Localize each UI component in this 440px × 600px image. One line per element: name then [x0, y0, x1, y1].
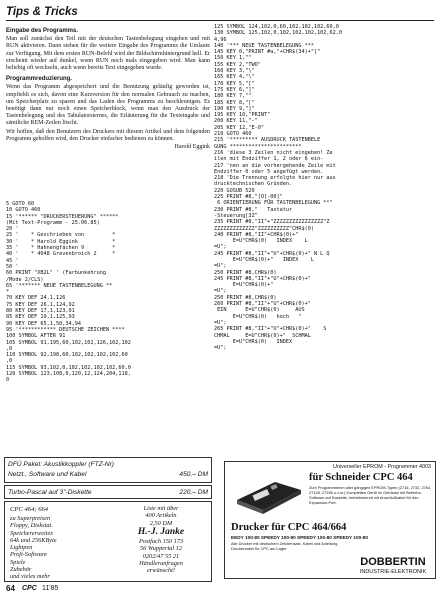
ad-janke — [4, 501, 212, 582]
issue-date: 11'85 — [42, 585, 59, 592]
ad-janke-address: Postfach 150 173 — [138, 538, 184, 546]
ad-janke-feature: Profi-Software — [10, 551, 47, 559]
dobbertin-logo — [355, 553, 431, 575]
magazine-name: CPC — [22, 585, 37, 592]
ad-turbo-price: 220,– DM — [179, 489, 208, 496]
ad-janke-dealers: erwünscht! — [147, 567, 175, 575]
ad-janke-feature: Zubehör — [10, 566, 32, 574]
article-author: Harold Eggink — [174, 144, 210, 151]
ad-dfu-price: 450,– DM — [179, 471, 208, 478]
ad-janke-info: Liste mit über — [143, 505, 179, 512]
ad-turbo-pascal — [4, 485, 212, 499]
ad-janke-feature: Lightpen — [10, 544, 33, 552]
program-listing-right: 125 SYMBOL 124,102,0,60,102,102,102,60,0 130 SYMBOL 125,102,0,102,102,102,102,62,0 4,96 140 '*** NEUE TASTENBELEGUNG *** 145 KEY 0,"PRINT #a,"+CHR$(34)+"[" 150 KEY 1,"" 155 KEY 2,"TWO" 160 KEY 3,"\" 165 KEY 4,"\" 170 KEY 5,"[" 175 KEY 6,"]" 180 KEY 7,"" 185 KEY 8,"[" 190 KEY 9,"]" 195 KEY 10,"PRINT" 200 KEY 11,"-" 205 KEY 12,"E-0" 210 GOTO 460 215 '********* AUSDRUCK TASTENBELE GUNG *********************** 216 'diese 3 Zeilen nicht eingeben! Ze ilen mit Endziffer 1, 2 oder 6 ein- 217 'nen an die vorhergehende Zeile mit Endziffer 0 oder 5 angefügt werden. 218 'Die Trennung erfolgte hier nur aus drucktechnischen Gründen. 220 GOSUB 520 225 PRINT #8,"[O[-00]" 6 ORIENTIERUNG FÜR TASTENBELEGUNG **" 230 PRINT #8," Tastatur -Steuerung[3Z" 235 PRINT #8,"II"+"ZZZZZZZZZZZZZZZZ"Z ZZZZZZZZZZZZZ"ZZZZZZZZZZ"CHR$(0) 240 PRINT #8,"II"+CHR$(0)+" E=U"CHR$(0) INDEX L =U"; 245 PRINT #8,"II"+"U"+CHR$(0)+" N L Q E=U"CHR$(0)+" INDEX L =U"; 250 PRINT #8,CHR$(0) 245 PRINT #8,"II"+"U"+CHR$(0)+" E=U"CHR$(0)+" =U"; 250 PRINT #8,CHR$(0) 260 PRINT #8,"II"+"U"+CHR$(0)+" EIN E=U"CHR$(0) AUS E=U"CHR$(0) hoch " =U"; 265 PRINT #8,"II"+"U"+CHR$(0)+" S CHMAL E=U"CHR$(0)+" SCHMAL E=U"CHR$(0) INDEX =U"; — [214, 24, 343, 352]
ad-janke-feature: Floppy, Diskstat. — [10, 522, 53, 530]
heading-eingabe: Eingabe des Programms. — [6, 28, 79, 34]
eprom-programmer-image — [231, 472, 305, 516]
ad-janke-company: H.-J. Janke — [137, 526, 185, 537]
page-number: 64 — [6, 584, 15, 593]
ad-janke-title: CPC 464; 664 — [10, 506, 49, 513]
ad-dfu-line2: Netzt., Software und Kabel — [8, 471, 87, 478]
paragraph-eingabe: Man soll zunächst den Teil mit der deutschen Tastenbelegung eingeben und mit RUN aktivieren. Dann stehen für die weitere Eingabe des Programms die Umlaute zur Verfügung. Mit dem ersten RUN-Befehl wird der Bildschirmhintergrund hell. Er erscheint wieder auf dunkel, wenn RUN noch mals eingegeben wird. Man kann beliebig oft wechseln, auch wenn bereits Text eingegeben wurde. — [6, 36, 210, 72]
ad-janke-contact — [113, 505, 209, 575]
ad-janke-feature: und vieles mehr — [10, 573, 50, 581]
ad-janke-address: 56 Wuppertal 12 — [140, 545, 182, 553]
ad-dobb-description-2: Alle Drucker mit deutschem Zeichensatz, Kabel und Anleitung. Druckerkabel für CPC am Lager. — [231, 541, 339, 551]
dobbertin-logo-name: DOBBERTIN — [360, 556, 426, 568]
ad-janke-feature: zu Superpreisen — [10, 515, 51, 522]
header-rule — [6, 20, 434, 21]
ad-dobb-tagline: Universeller EPROM - Programmer 4003 — [333, 464, 431, 470]
heading-reduzierung: Programmreduzierung. — [6, 76, 73, 83]
program-listing-left: 5 GOTO 60 10 GOTO 460 15 '****** "DRUCKERSTEUERUNG" ****** (Mit Text-Programm - 25.06.85) 20 ' 25 ' * Geschrieben von * 30 ' * Harold Eggink * 35 ' * Hahnengfächen 9 * 40 ' * 4048 Grevenbroich 2 * 45 ' 50 ' 60 PRINT "XB2L" ' (Farbunkehrung /Mode 2/CLS) 65 '******* NEUE TASTENBELEGUNG ** * 70 KEY DEF 24,1,126 75 KEY DEF 26,1,124,92 80 KEY DEF 17,1,123,91 85 KEY DEF 19,1,125,93 90 KEY DEF 65,1,50,34,94 95 '************ DEUTSCHE ZEICHEN **** 100 SYMBOL AFTER 91 105 SYMBOL 91,195,60,102,102,126,102,102 ,0 110 SYMBOL 92,198,60,102,102,102,102,60 ,0 115 SYMBOL 93,102,0,102,102,102,102,60,0 120 SYMBOL 123,108,0,120,12,124,204,118, 0 — [6, 201, 131, 384]
ad-janke-features — [10, 515, 57, 581]
ad-janke-info: 400 Artikeln — [145, 512, 177, 520]
ad-dobb-description: Zum Programmieren aller gängigen EPROM-Typen (2716, 2732, 2764, 27128, 27256 u.v.m.) Komplettes Gerät im Gehäuse mit Betriebs-Software auf Kassette, betriebsbereit mit Anschlußkabel für den Expansion-Port. — [309, 485, 432, 505]
ad-dobb-headline-printers: Drucker für CPC 464/664 — [231, 522, 347, 533]
paragraph-reduzierung: Wenn das Programm abgespeichert und die Benutzung geläufig geworden ist, empfiehlt es sich, davon eine Kurzversion für den normalen Gebrauch zu machen, um Speicherplatz zu sparen und das Laden des Programms zu beschleunigen. Es benötigt dann nur noch einen Speicherblock, wenn man den Ausdruck der Tastenbelegung und des Tabulatorsternes, die Erläuterung für die Texteingabe und sämtliche REM-Zeilen löscht. — [6, 84, 210, 127]
ad-turbo-line: Turbo-Pascal auf 3"-Diskette — [8, 489, 92, 496]
ad-janke-feature: Spiele — [10, 558, 26, 566]
ad-dfu-line1: DFÜ Paket: Akustikkoppler (FTZ-Nr) — [8, 461, 115, 468]
ad-janke-feature: 64k und 256KByte — [10, 536, 57, 544]
ad-dobbertin — [224, 461, 436, 579]
ad-janke-feature: Speichererweiter. — [10, 529, 54, 537]
section-title: Tips & Tricks — [6, 6, 78, 18]
ad-janke-phone: 0202/47 55 21 — [142, 552, 180, 560]
ad-janke-info: 2,50 DM — [149, 519, 173, 527]
paragraph-closing: Wir hoffen, daß den Benutzern des Druckers mit diesem Artikel und dem folgenden Programm geholfen wird, den Drucker einfacher bedienen zu können. — [6, 128, 210, 142]
ad-dfu-paket — [4, 457, 212, 483]
ad-dobb-headline: für Schneider CPC 464 — [309, 472, 413, 483]
ad-dobb-models: EEDY 100-80 SPEEDY 100-80 SPEEDY 100-80 SPEEDY 100-80 — [231, 535, 368, 540]
ad-janke-dealers: Händleranfragen — [139, 560, 183, 568]
dobbertin-logo-subtitle: INDUSTRIE-ELEKTRONIK — [359, 569, 427, 575]
article-text — [6, 24, 210, 151]
